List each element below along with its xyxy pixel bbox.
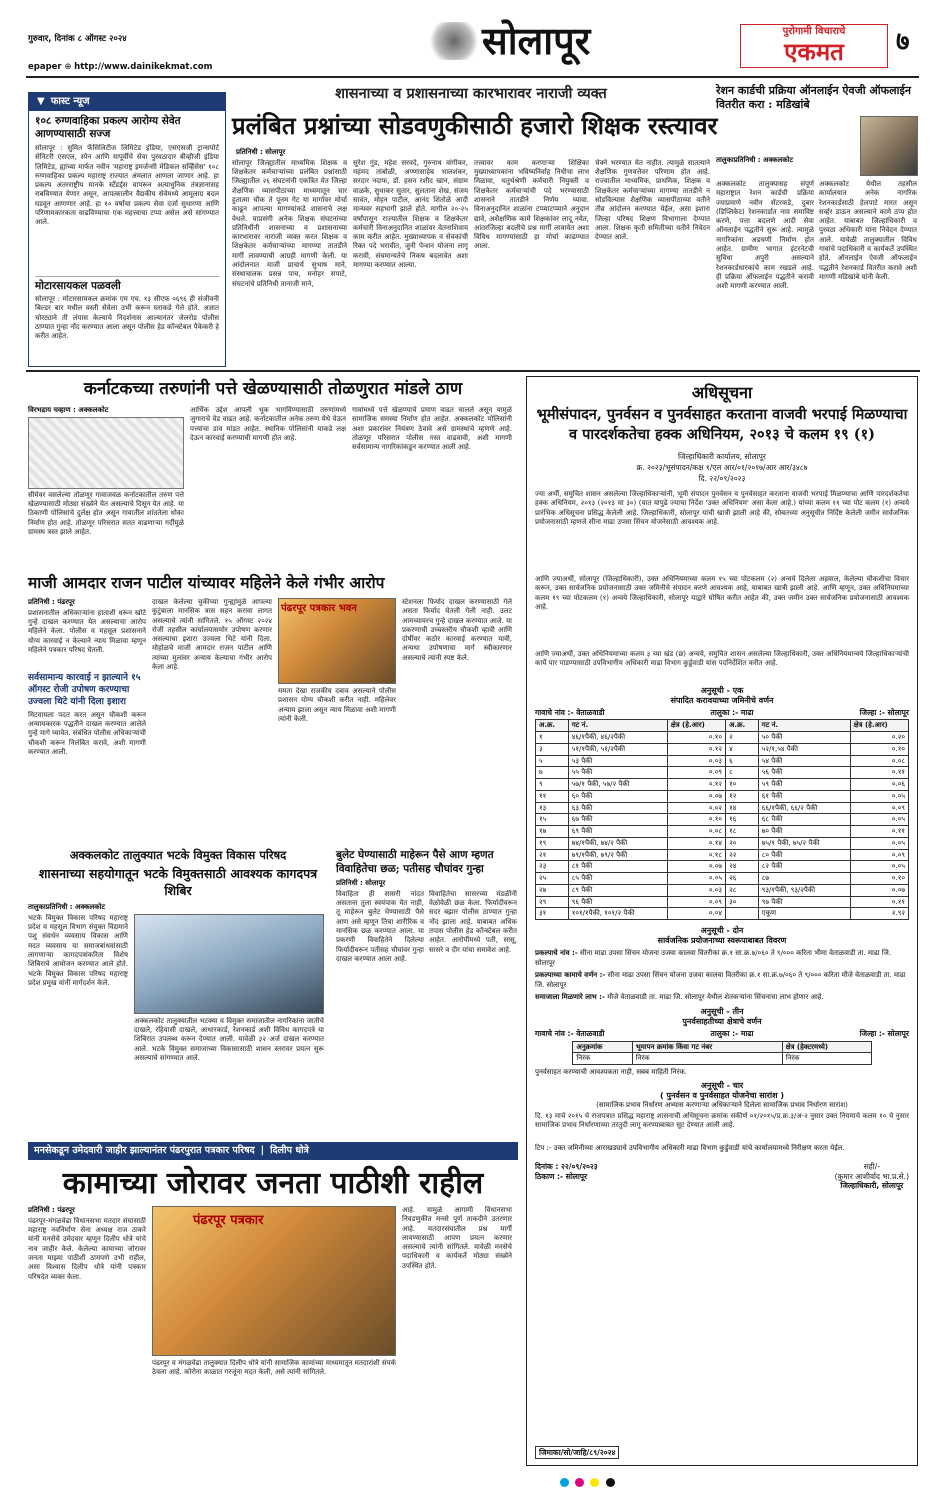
land-table: [535, 719, 909, 920]
notice-body-1: ज्या अर्थी, समुचित शासन असलेल्या जिल्हाधिकाऱ्यांनी, भूमी संपादन पुनर्वसन व पुनर्वसाहत करताना वाजवी भरपाई मिळण्याचा आणि पारदर्शकतेचा हक्क अधिनियम, २०१३ (२०१३ चा ३०) (यात यापुढे ज्याचा निर्देश 'उक्त अधिनियम' असा केला आहे.) यांच्या कलम ११ च्या पोट कलम (१) अन्वये प्रारंभिक अधिसूचना प्रसिद्ध केलेली आहे. जिल्हाधिकारी, सोलापूर यांची खात्री झाली आहे की, सोबतच्या अनुसूचीत निर्दिष्ट केलेली जमीन सार्वजनिक प्रयोजनासाठी म्हणजे सीना माढा उपसा सिंचन योजनेसाठी आवश्यक आहे.: [535, 490, 909, 526]
yellow-dot-icon: [590, 1478, 599, 1487]
table-row: [536, 755, 909, 767]
patil-press-photo: [278, 598, 396, 684]
table-cell: ०.०८: [667, 826, 725, 838]
pandharpur-story: [28, 1164, 518, 1464]
schedule1-subtitle: संपादित करावयाच्या जमिनीचे वर्णन: [670, 696, 774, 705]
table-cell: ५: [536, 755, 569, 767]
pandharpur-press-photo: [152, 1206, 396, 1356]
fast-news-item2-body: सोलापूर : मोटारसायकल क्रमांक एम एच. १३ सीएफ ०६९६ ही संजीवनी बिल्डर बार मधील वस्ती सेवेला उभी करून घराकडे गेले होते. अज्ञात चोरट्याने ती लंपास केल्याचे निदर्शनास आल्यानंतर जेलरोड पोलीस ठाण्यात गुन्हा नोंद करण्यात आला असून पोलीस हेड कॉन्स्टेबल पैकेकरी हे करीत आहेत.: [35, 295, 219, 341]
table-cell: २७: [536, 884, 569, 896]
table-cell: १५: [536, 814, 569, 826]
schedule4-body: दि. १३ मार्च २०१५ चे राजपत्रात प्रसिद्ध महाराष्ट्र शासनाची अधिसूचना क्रमांक संकीर्ण ०१/२०१५/प्र.क्र.३/अ-२ नुसार उक्त नियमाचे कलम १० चे नुसार सामाजिक प्रभाव निर्धारणाच्या तरतुदी लागू करण्याबाबत सूट देण्यात आली आहे.: [535, 1111, 909, 1129]
black-dot-icon: [606, 1478, 615, 1487]
benefit-row: [535, 992, 909, 1002]
table-row: [536, 896, 909, 908]
district-label: जिल्हा :- सोलापूर: [859, 708, 909, 717]
patil-col-1b: मिटवायला पदत करत असून चौकशी करून अन्यायकारक पद्धतीने दाखल करण्यात आलेले गुन्हे मागे घ्यावेत. संबंधित पोलीस अधिकाऱ्यांची चौकशी करून निलंबित करावे, अशी मागणी करण्यात आली.: [28, 710, 146, 756]
table-cell: ८९ पैकी: [568, 884, 667, 896]
notice-title: अधिसूचना: [691, 383, 753, 402]
table-cell: ०.११: [850, 826, 908, 838]
taluka-label-2: तालुका :- माढा: [710, 1029, 754, 1039]
table-cell: ८५ पैकी: [568, 873, 667, 885]
akkalkot-story: [28, 848, 328, 1138]
chevron-icon: ▼: [37, 95, 45, 107]
table-cell: ६३ पैकी: [568, 802, 667, 814]
header-rule: [26, 76, 919, 78]
registration-marks: [560, 1478, 619, 1490]
table-cell: ०.१४: [667, 837, 725, 849]
city-emblem-icon: [428, 22, 480, 60]
purpose-row: [535, 948, 909, 968]
table-row: [536, 837, 909, 849]
table-cell: ०.०३: [667, 755, 725, 767]
table-cell: ०.०५: [850, 814, 908, 826]
schedule1-title: अनुसूची - एक: [700, 686, 744, 695]
masthead: [0, 0, 945, 78]
resettlement-table: [572, 1041, 871, 1066]
land-table-header: गट नं.: [758, 720, 850, 732]
work-label: प्रकल्पाच्या कामाचे वर्णन :-: [535, 971, 606, 980]
table-cell: ०.२०: [850, 732, 908, 744]
table-row: [536, 908, 909, 920]
table-cell: ०.०५: [667, 873, 725, 885]
karnataka-story: [28, 376, 518, 566]
epaper-label: epaper: [28, 62, 62, 72]
resettlement-table-header: भूमापन क्रमांक किंवा गट नंबर: [632, 1041, 782, 1053]
pandharpur-byline: प्रतिनिधी : पंढरपूर: [28, 1206, 75, 1214]
karnataka-byline: विरभद्राय चव्हाण : अक्कलकोट: [28, 406, 109, 414]
pandharpur-col-2: पंढरपूर व मंगळवेढा तालुक्यात दिलीप धोत्रे यांनी सामाजिक कामांच्या माध्यमातून मतदारांशी संपर्क ठेवला आहे. कोरोना काळात गरजूंना मदत केली, असे त्यांनी सांगितले.: [152, 1359, 396, 1377]
table-cell: ०.११: [850, 896, 908, 908]
table-cell: ६: [726, 755, 759, 767]
lead-kicker: शासनाच्या व प्रशासनाच्या कारभारावर नाराजी व्यक्त: [335, 85, 607, 102]
table-cell: ०.०७: [667, 861, 725, 873]
work-value: सीना माढा उपसा सिंचन योजना उजवा कालवा वितरीका क्र.१ सा.क्र.७/०६० ते ९/००० करिता मौजे वेताळवाडी ता. माढा जि. सोलापूर: [535, 971, 906, 990]
land-table-header: अ.क्र.: [726, 720, 759, 732]
table-cell: ०.१०: [850, 873, 908, 885]
table-cell: ०.१२: [667, 779, 725, 791]
patil-subhead: सर्वसामान्य कारवाई न झाल्याने १५ ऑगस्ट रोजी उपोषण करण्याचा उज्वला थिटे यांनी दिला इशारा: [28, 672, 141, 707]
pandharpur-col-1: पंढरपूर-मंगळवेढा विधानसभा मतदार संघासाठी महाराष्ट्र नवनिर्माण सेना अध्यक्ष राज ठाकरे यांनी मनसेचे उमेदवार म्हणून दिलीप धोत्रे यांचे नाव जाहीर केले. केलेल्या कामाच्या जोरावर जनता माझ्या पाठीशी ठामपणे उभी राहील, असा विश्वास दिलीप धोत्रे यांनी पत्रकार परिषदेत व्यक्त केला.: [28, 1216, 146, 1281]
table-cell: ४: [726, 743, 759, 755]
epaper-line[interactable]: [28, 62, 212, 73]
table-cell: ६९ पैकी: [568, 826, 667, 838]
date-line: गुरुवार, दिनांक ८ ऑगस्ट २०२४: [28, 34, 127, 44]
benefit-label: समाजाला मिळणारे लाभ :-: [535, 993, 605, 1002]
akkalkot-col-2: अक्कलकोट तालुक्यातील भटक्या व विमुक्त समाजातील नागरिकांना जातीचे दाखले, रहिवासी दाखले, आधारकार्ड, रेशनकार्ड अशी विविध कागदपत्रे या शिबिरात उपलब्ध करून देण्यात आली. यावेळी ३२ अर्ज दाखल करण्यात आले. भटके विमुक्त समाजाच्या विकासासाठी शासन स्तरावर प्रयत्न सुरू असल्याचे सांगण्यात आले.: [134, 1016, 324, 1062]
schedule3-title: अनुसूची - तीन: [700, 1007, 744, 1017]
table-cell: ०.१२: [667, 743, 725, 755]
lead-col-3: तत्त्वावर काम करणाऱ्या शिक्षिका मुख्याध्यापकांना भविष्यनिर्वाह निधीचा लाभ मिळावा, चतुर्थश्रेणी कर्मचारी नियुक्ती व शिक्षकेतर कर्मचाऱ्यांची पदे भरण्यासाठी शासनाने तातडीने निर्णय घ्यावा. विनाअनुदानित शाळांना टप्प्याटप्प्याने अनुदान द्यावे, अशैक्षणिक कामे शिक्षकांवर लादू नयेत, आंतरजिल्हा बदलीचे प्रश्न मार्गी लावावेत अशा विविध मागण्यांसाठी हा मोर्चा काढण्यात आला.: [474, 158, 589, 251]
purpose-label: प्रकल्पाचे नांव :-: [535, 949, 578, 958]
table-cell: निरंक: [632, 1053, 782, 1065]
notice-office: जिल्हाधिकारी कार्यालय, सोलापूर: [678, 452, 766, 461]
notice-ref: क्र. २०२३/भूसंपादन/कक्ष १/एल आर/०१/२०१७/आर आर/३४८७: [636, 463, 808, 472]
table-cell: ११: [536, 790, 569, 802]
schedule4-subtitle: ( पुनर्वसन व पुनर्वसाहत योजनेचा सारांश ): [660, 1090, 784, 1100]
table-row: [536, 814, 909, 826]
table-cell: ०.०९: [850, 802, 908, 814]
notice-place-line: ठिकाण :- सोलापूर: [535, 1171, 588, 1181]
table-cell: ०.०५: [850, 861, 908, 873]
karnataka-headline: कर्नाटकच्या तरुणांनी पत्ते खेळण्यासाठी तोळणुरात मांडले ठाण: [83, 379, 463, 399]
table-cell: ९३/१पैकी, ९३/२पैकी: [758, 884, 850, 896]
table-row: [536, 779, 909, 791]
table-cell: ७० पैकी: [758, 826, 850, 838]
patil-headline: माजी आमदार राजन पाटील यांच्यावर महिलेने केले गंभीर आरोप: [28, 573, 385, 592]
table-cell: १४: [726, 802, 759, 814]
table-cell: ०.०९: [667, 767, 725, 779]
table-cell: २५: [536, 873, 569, 885]
magenta-dot-icon: [575, 1478, 584, 1487]
notice-note: टिप :- उक्त जमिनीच्या आराखड्याचे उपविभागीय अधिकारी माढा विभाग कुर्डुवाडी यांचे कार्यालयामध्ये निरीक्षण करता येईल.: [535, 1143, 845, 1152]
land-table-header: गट नं.: [568, 720, 667, 732]
patil-col-2: दाखल केलेल्या चुकीच्या गुन्ह्यांमुळे आपल्या कुटुंबाला मानसिक त्रास सहन करावा लागत असल्याचे त्यांनी सांगितले. १५ ऑगस्ट २०२४ रोजी तहसील कार्यालयासमोर उपोषण करणार असल्याचा इशारा उज्वला थिटे यांनी दिला. मोहोळचे माजी आमदार राजन पाटील आणि त्यांच्या मुलांवर अन्याय केल्याचा गंभीर आरोप केला आहे.: [152, 598, 272, 672]
table-cell: ४६/१पैकी, ४६/२पैकी: [568, 732, 667, 744]
lead-byline: प्रतिनिधी : सोलापूर: [236, 148, 286, 156]
table-cell: ०.०७: [667, 790, 725, 802]
akkalkot-headline: शासनाच्या सहयोगातून भटके विमुक्तसाठी आवश्यक कागदपत्र शिबिर: [38, 866, 318, 898]
table-cell: ६७ पैकी: [568, 814, 667, 826]
table-cell: ५३ पैकी: [568, 755, 667, 767]
table-cell: ०.१०: [667, 814, 725, 826]
table-row: [536, 743, 909, 755]
table-cell: १०१/१पैकी, १०१/२ पैकी: [568, 908, 667, 920]
table-cell: ६६/१पैकी, ६६/२ पैकी: [758, 802, 850, 814]
brand-box: [740, 24, 888, 68]
table-cell: ३: [536, 743, 569, 755]
lead-col-1: सोलापूर जिल्ह्यातील माध्यमिक शिक्षक व शिक्षकेतर कर्मचाऱ्यांच्या प्रलंबित प्रश्नांसाठी जिल्ह्यातील २६ संघटनांनी एकत्रित येत जिल्हा शैक्षणिक व्यासपीठाच्या माध्यमातून चार हुतात्मा चौक ते पूनम गेट या मार्गावर मोर्चा काढून आपल्या मागण्यांकडे शासनाचे लक्ष वेधले. याप्रसंगी अनेक शिक्षक संघटनांच्या प्रतिनिधींनी शासनाच्या व प्रशासनाच्या कारभारावर नाराजी व्यक्त करत शिक्षक व शिक्षकेतर कर्मचाऱ्यांच्या मागण्या तातडीने मार्गी लावण्याची आग्रही मागणी केली. या आंदोलनात माजी प्राचार्य सुभाष माने, संस्थाचालक प्रसन्न पाच, मनोहर सपाटे, संघटनांचे प्रतिनिधी तानाजी माने,: [232, 158, 347, 288]
lead-headline: प्रलंबित प्रश्नांच्या सोडवणुकीसाठी हजारो शिक्षक रस्त्यावर: [232, 111, 718, 140]
fast-news-item1-body: सोलापूर : सुमित फॅसिलिटीज लिमिटेड इंडिया, एसएसजी ट्रान्सपोर्ट सेनिटरी एसएल, स्पेन आणि यापूर्वीचे सेवा पुरवठादार बीव्हीजी इंडिया लिमिटेड, ह्यांच्या मार्फत नवीन 'महाराष्ट्र इमर्जन्सी मेडिकल सर्व्हिसेस' १०८ रुग्णवाहिका प्रकल्प महाराष्ट्र राज्यात अंमलात आणला जाणार आहे. हा प्रकल्प अंतरराष्ट्रीय मानके स्टँडर्ड्स वापरून अत्याधुनिक तंत्रज्ञानासह राबविण्यात येणार असून, आपत्कालीन वैद्यकीय सेवेमध्ये आमूलाग्र बदल घडवून आणणार आहे. हा १० वर्षांचा प्रकल्प सेवा दर्जा सुधारणा आणि परिणामकारकता वाढविण्याचा एक महत्त्वाचा टप्पा असेल असे सांगण्यात आले.: [35, 144, 219, 227]
resettlement-table-header: अनुक्रमांक: [573, 1041, 632, 1053]
table-cell: ०.०६: [850, 779, 908, 791]
table-row: [536, 732, 909, 744]
schedule2-subtitle: सार्वजनिक प्रयोजनाच्या स्वरूपाबाबत विवरण: [657, 936, 787, 946]
patil-photo-banner: पंढरपूर पत्रकार भवन: [281, 603, 357, 614]
ration-col-2: अक्कलकोट येथील तहसील कार्यालयात अनेक नागरिक रेशनकार्डसाठी हेलपाटे मारत असून सर्व्हर डाऊन असल्याने कामे ठप्प होत आहेत. याबाबत जिल्हाधिकारी व पुरवठा अधिकारी यांना निवेदन देण्यात आले. यावेळी तालुक्यातील विविध गावांचे पदाधिकारी व कार्यकर्ते उपस्थित होते. ऑनलाईन ऐवजी ऑफलाईन पद्धतीने रेशनकार्ड वितरीत करावे अशी मागणी मडिखांबे यांनी केली.: [819, 180, 917, 281]
table-cell: ८: [726, 767, 759, 779]
table-row: [536, 861, 909, 873]
ration-byline: तालुकाप्रतिनिधी : अक्कलकोट: [716, 156, 794, 164]
bullet-headline: बुलेट घेण्यासाठी माहेरून पैसे आण म्हणत विवाहितेचा छळ; पतीसह चौघांवर गुन्हा: [336, 849, 494, 875]
table-cell: ८२ पैकी: [758, 861, 850, 873]
karnataka-col-1: सीमेवर वसलेल्या तोळणूर गावाजवळ कर्नाटकातील तरुण पत्ते खेळण्यासाठी मोठ्या संख्येने येत असल्याचे दिसून येत आहे. या ठिकाणी पोलिसांचे दुर्लक्ष होत असून गावातील शांततेला धोका निर्माण होत आहे. तोळणूर परिसरात सतत वाढणाऱ्या गर्दीमुळे ग्रामस्थ त्रस्त झाले आहेत.: [28, 490, 184, 536]
epaper-url[interactable]: http://www.dainikekmat.com: [74, 62, 213, 72]
table-cell: ८१ पैकी: [568, 861, 667, 873]
schedule4-sub2: (सामाजिक प्रभाव निर्धारण अभ्यास करणाऱ्या अधिकाऱ्याने दिलेला सामाजिक प्रभाव निर्धारण सारांश): [596, 1100, 848, 1109]
patil-col-4: स्टेशनला फिर्याद दाखल करण्यासाठी गेले असता फिर्याद घेतली गेली नाही. उलट आमच्यावरच गुन्हे दाखल करण्यात आले. या प्रकरणाची उच्चस्तरीय चौकशी व्हावी आणि दोषींवर कठोर कारवाई करण्यात यावी, अन्यथा उपोषणाचा मार्ग स्वीकारणार असल्याचे त्यांनी स्पष्ट केले.: [402, 598, 512, 662]
table-cell: निरंक: [782, 1053, 871, 1065]
ration-headline: रेशन कार्डची प्रक्रिया ऑनलाईन ऐवजी ऑफलाईन वितरीत करा : मडिखांबे: [716, 84, 911, 111]
bullet-story: [336, 848, 518, 1138]
land-table-header: अ.क्र.: [536, 720, 569, 732]
table-cell: ९: [536, 779, 569, 791]
pandharpur-col-3: आहे. यामुळे आगामी विधानसभा निवडणुकीत मनसे पूर्ण ताकदीने उतरणार आहे. मतदारसंघातील प्रश्न मार्गी लावण्यासाठी आपण प्रयत्न करणार असल्याचे त्यांनी सांगितले. यावेळी मनसेचे पदाधिकारी व कार्यकर्ते मोठ्या संख्येने उपस्थित होते.: [402, 1206, 512, 1270]
table-cell: २६: [726, 873, 759, 885]
table-row: [536, 849, 909, 861]
table-cell: २१: [536, 849, 569, 861]
table-row: [536, 873, 909, 885]
pandharpur-ribbon-text: मनसेकडून उमेदवारी जाहीर झाल्यानंतर पंढरपुरात पत्रकार परिषद: [34, 1145, 255, 1157]
ration-story: [716, 84, 918, 367]
work-row: [535, 970, 909, 990]
purpose-value: सीना माढा उपसा सिंचन योजना उजवा कालवा वितरीका क्र.१ सा.क्र.७/०६० ते ९/००० करिता भीमा वेताळवाडी ता. माढा जि. सोलापूर: [535, 949, 892, 968]
table-cell: १३: [536, 802, 569, 814]
fast-news-heading: फास्ट न्यूज: [50, 95, 90, 107]
table-cell: ०.०५: [850, 790, 908, 802]
table-cell: ६८ पैकी: [758, 814, 850, 826]
ration-col-1: अक्कलकोट तालुक्यासह संपूर्ण महाराष्ट्रात रेशन कार्डची प्रक्रिया ज्याप्रमाणे नवीन सेंटरकडे, दुबार (डिप्लिकेट) रेशनकार्डात नाव समाविष्ट करणे, पत्ता बदलणे आदी सेवा ऑनलाईन पद्धतीने सुरू आहे. त्यामुळे नागरिकांना अडचणी निर्माण होत आहेत. ग्रामीण भागात इंटरनेटची सुविधा अपुरी असल्याने रेशनकार्डधारकांचे काम रखडले आहे. ही प्रक्रिया ऑफलाईन पद्धतीने करावी अशी मागणी करण्यात आली.: [716, 180, 814, 291]
karnataka-col-3: गावांमध्ये पत्ते खेळण्याचे प्रमाण वाढत चालले असून यामुळे सामाजिक समस्या निर्माण होत आहेत. अक्कलकोट पोलिसांनी अशा प्रकारांवर नियंत्रण ठेवावे असे ग्रामस्थांचे म्हणणे आहे. तोळणूर परिसरात पोलीस गस्त वाढवावी, अशी मागणी सर्वसामान्य नागरिकांकडून करण्यात आली आहे.: [352, 406, 512, 452]
table-row: [573, 1053, 871, 1065]
table-cell: १२: [726, 790, 759, 802]
schedule2-title: अनुसूची - दोन: [700, 926, 744, 936]
table-cell: ०.०२: [667, 802, 725, 814]
table-cell: २२: [726, 849, 759, 861]
schedule4-title: अनुसूची - चार: [700, 1080, 744, 1090]
table-row: [536, 826, 909, 838]
notice-headline: भूमीसंपादन, पुनर्वसन व पुनर्वसाहत करताना वाजवी भरपाई मिळण्याचा व पारदर्शकतेचा हक्क अधिनियम, २०१३ चे कलम १९ (१): [536, 406, 908, 443]
akkalkot-kicker: अक्कलकोट तालुक्यात भटके विमुक्त विकास परिषद: [69, 848, 287, 862]
table-cell: १७: [536, 826, 569, 838]
patil-byline: प्रतिनिधी : पंढरपूर: [28, 598, 75, 606]
table-cell: ०.०५: [850, 837, 908, 849]
village-label-2: गावाचे नांव :- वेताळवाडी: [535, 1029, 605, 1039]
fast-news-item1-title: १०८ रुग्णवाहिका प्रकल्प आरोग्य सेवेत आणण्यासाठी सज्ज: [35, 115, 181, 140]
fast-news-box: [28, 92, 226, 367]
akkalkot-byline: तालुकाप्रतिनिधी : अक्कलकोट: [28, 903, 106, 911]
table-cell: ०.११: [850, 767, 908, 779]
lead-col-4: चेक्ने भरण्यात येत नाहीत. त्यामुळे सातत्याने शैक्षणिक गुणवत्तेवर परिणाम होत आहे. राज्यातील माध्यमिक, प्राथमिक, शिक्षक व शिक्षकेतर कर्मचाऱ्यांच्या मागण्या तातडीने न सोडविल्यास शैक्षणिक व्यासपीठाच्या वतीने तीव्र आंदोलन करण्यात येईल, असा इशारा जिल्हा परिषद शिक्षण विभागाला देण्यात आला. शिक्षक कृती समितीच्या वतीने निवेदन देण्यात आले.: [595, 158, 710, 242]
lead-story: [232, 84, 718, 367]
pandharpur-ribbon: [28, 1142, 518, 1160]
table-cell: १६: [726, 814, 759, 826]
pandharpur-photo-banner: पंढरपूर पत्रकार: [193, 1213, 264, 1228]
district-label-2: जिल्हा :- सोलापूर: [859, 1029, 909, 1039]
table-cell: ०.०४: [667, 908, 725, 920]
pandharpur-headline: कामाच्या जोरावर जनता पाठीशी राहील: [62, 1166, 484, 1201]
table-cell: ५७/१ पैकी, ५७/२ पैकी: [568, 779, 667, 791]
table-cell: ०.०९: [667, 896, 725, 908]
table-cell: ९६ पैकी: [568, 896, 667, 908]
fast-news-header: [29, 93, 225, 111]
ribbon-separator: |: [260, 1145, 265, 1157]
table-cell: ३०: [726, 896, 759, 908]
table-cell: [726, 908, 759, 920]
notice-box: [526, 376, 918, 1466]
person-photo: [860, 116, 918, 176]
ad-code: जिमाका/सो/जाहि/८९/२०२४: [535, 1446, 619, 1459]
bullet-byline: प्रतिनिधी : सोलापूर: [336, 879, 386, 887]
table-cell: ७९/१पैकी, ७९/२ पैकी: [568, 849, 667, 861]
land-table-header: क्षेत्र (हे.आर): [667, 720, 725, 732]
table-cell: २९: [536, 896, 569, 908]
land-table-header: क्षेत्र (हे.आर): [850, 720, 908, 732]
table-cell: १९: [536, 837, 569, 849]
table-cell: ६० पैकी: [568, 790, 667, 802]
schedule3-subtitle: पुनर्वसाहतीच्या क्षेत्राचे वर्णन: [682, 1017, 762, 1027]
notice-date-line: दिनांक : २२/०९/२०२३: [535, 1162, 598, 1172]
cyan-dot-icon: [560, 1478, 569, 1487]
table-cell: १: [536, 732, 569, 744]
fast-news-item2-title: मोटारसायकल पळवली: [35, 276, 219, 293]
table-cell: ९७ पैकी: [758, 896, 850, 908]
table-cell: २३: [536, 861, 569, 873]
table-cell: ०.१०: [850, 743, 908, 755]
page-number: ७: [896, 27, 910, 57]
table-cell: ०.१०: [667, 732, 725, 744]
table-cell: ५६ पैकी: [758, 767, 850, 779]
table-cell: ८० पैकी: [758, 849, 850, 861]
village-label: गावाचे नांव :- वेताळवाडी: [535, 708, 605, 717]
city-title: सोलापूर: [482, 18, 591, 63]
table-cell: २०: [726, 837, 759, 849]
resettle-note: पुनर्वसाहत करण्याची आवश्यकता नाही, सबब माहिती निरंक.: [535, 1068, 687, 1076]
table-cell: ५४ पैकी: [758, 755, 850, 767]
signatory-name: (कुमार आशीर्वाद भा.प्र.से.): [834, 1171, 909, 1181]
table-cell: ०.०९: [850, 849, 908, 861]
table-cell: २८: [726, 884, 759, 896]
akkalkot-col-1: भटके विमुक्त विकास परिषद महाराष्ट्र प्रदेश व महसूल विभाग संयुक्त विद्यमाने पशु संवर्धन व्यवसाय विकास आणि मदत व्यवसाय या समाजबांधवांसाठी लागणाऱ्या कागदपत्रांकरिता विशेष शिबिराचे आयोजन करण्यात आले होते. भटके विमुक्त विकास परिषद महाराष्ट्र प्रदेश प्रमुख यांनी मार्गदर्शन केले.: [28, 913, 128, 987]
table-cell: २.९२: [850, 908, 908, 920]
table-cell: ५२/१,५४ पैकी: [758, 743, 850, 755]
table-cell: ०.०३: [667, 884, 725, 896]
bullet-col-2: विवाहितेचा सासरच्या मंडळींनी वेळोवेळी छळ केला. फिर्यादीवरून सदर बझार पोलीस ठाण्यात गुन्हा नोंद झाला आहे. याबाबत अधिक तपास पोलीस हेड कॉन्स्टेबल करीत आहेत. आरोपींमध्ये पती, सासू, सासरे व दीर यांचा समावेश आहे.: [429, 889, 517, 954]
table-cell: ७४/१पैकी, ७४/२ पैकी: [568, 837, 667, 849]
patil-story: [28, 572, 518, 842]
table-cell: ६१ पैकी: [758, 790, 850, 802]
signatory-title: जिल्हाधिकारी, सोलापूर: [840, 1181, 904, 1190]
table-cell: निरंक: [573, 1053, 632, 1065]
table-cell: १८: [726, 826, 759, 838]
akkalkot-camp-photo: [134, 914, 324, 1014]
notice-body-2: आणि ज्याअर्थी, सोलापूर (जिल्हाधिकारी), उक्त अधिनियमाच्या कलम १५ च्या पोटकलम (२) अन्वये दिलेला अहवाल, केलेल्या चौकशीचा विचार करून, उक्त सार्वजनिक प्रयोजनासाठी उक्त जमिनीचे संपादन करणे आवश्यक आहे, याबाबत खात्री झाली आहे. आणि म्हणून, उक्त अधिनियमाच्या कलम १९ च्या पोटकलम (१) अन्वये जिल्हाधिकारी, सोलापूर याद्वारे घोषित करीत आहेत की, उक्त जमीन उक्त सार्वजनिक प्रयोजनासाठी आवश्यक आहे.: [535, 575, 909, 611]
brand-name: एकमत: [784, 37, 844, 66]
table-cell: एकूण: [758, 908, 850, 920]
table-cell: ०.०७: [850, 884, 908, 896]
table-cell: ५९ पैकी: [758, 779, 850, 791]
table-cell: २: [726, 732, 759, 744]
table-cell: ८७: [758, 873, 850, 885]
table-cell: ५१/१पैकी, ५१/२पैकी: [568, 743, 667, 755]
table-cell: ७: [536, 767, 569, 779]
patil-col-3: ममता देखा राजकीय दबाव असल्याने पोलीस प्रशासन योग्य चौकशी करीत नाही. महिलेवर अन्याय झाला असून न्याय मिळावा अशी मागणी त्यांनी केली.: [278, 687, 396, 723]
pandharpur-ribbon-name: दिलीप धोत्रे: [270, 1145, 309, 1157]
globe-icon: ⊕: [64, 62, 75, 72]
brand-tagline: पुरोगामी विचाराचे: [782, 26, 846, 37]
table-row: [536, 767, 909, 779]
table-cell: ०.१८: [667, 849, 725, 861]
table-row: [536, 790, 909, 802]
benefit-value: मौजे वेताळवाडी ता. माढा जि. सोलापूर येथील शेतकऱ्यांना सिंचनाचा लाभ होणार आहे.: [607, 993, 824, 1002]
table-cell: ०.०८: [850, 755, 908, 767]
patil-col-1: प्रशासनातील अधिकाऱ्यांना हाताशी धरून खोटे गुन्हे दाखल करण्यात येत असल्याचा आरोप महिलेने केला. पोलीस व महसूल प्रशासनाने योग्य कारवाई न केल्याने न्याय मिळावा म्हणून महिलेने पत्रकार परिषद घेतली.: [28, 608, 146, 654]
table-row: [536, 802, 909, 814]
sign-label: सही/-: [863, 1162, 880, 1172]
section-rule: [26, 370, 920, 372]
notice-date: दि. २२/०९/२०२३: [698, 474, 746, 483]
cartoon-image: [28, 417, 184, 489]
table-cell: ३१: [536, 908, 569, 920]
karnataka-col-2: आर्थिक उद्देश आपली भूक भागविण्यासाठी तरुणांमध्ये जुगाराचे वेड वाढत आहे. कर्नाटकातील अनेक तरुण येथे येऊन पत्त्यांचा डाव मांडत आहेत. स्थानिक पोलिसांनी याकडे लक्ष देऊन कारवाई करण्याची मागणी होत आहे.: [190, 406, 346, 442]
bullet-col-1: विवाहिता ही सासरी नांदत असताना तुला स्वयंपाक येत नाही, तू माहेरून बुलेट घेण्यासाठी पैसे आण असे म्हणून तिचा शारीरिक व मानसिक छळ करण्यात आला. या प्रकरणी विवाहितेने दिलेल्या फिर्यादीवरून पतीसह चौघांवर गुन्हा दाखल करण्यात आला आहे.: [336, 889, 424, 963]
table-cell: ७५/१ पैकी, ७५/२ पैकी: [758, 837, 850, 849]
table-cell: ५० पैकी: [758, 732, 850, 744]
table-cell: १०: [726, 779, 759, 791]
table-cell: २४: [726, 861, 759, 873]
taluka-label: तालुका :- माढा: [710, 708, 754, 717]
table-row: [536, 884, 909, 896]
resettlement-table-header: क्षेत्र (हेक्टरमध्ये): [782, 1041, 871, 1053]
table-cell: ५५ पैकी: [568, 767, 667, 779]
notice-body-3: आणि ज्याअर्थी, उक्त अधिनियमाच्या कलम ३ च्या खंड (छ) अन्वये, समुचित शासन असलेल्या जिल्हाधिकारी, उक्त अधिनियमान्वये जिल्हाधिकाऱ्यांची कार्ये पार पाडण्यासाठी उपविभागीय अधिकारी माढा विभाग कुर्डुवाडी यांस पदनिर्देशित करीत आहे.: [535, 650, 909, 668]
lead-col-2: सुरेश गुंड, महेश सरवदे, गुरुनाथ वांगीकर, महंमद तांबोळी, अण्णासाहेब भालशंकर, सरदार नदाफ, डॉ. हसन रशीद खान, संग्राम वाळके, सुधाकर सुतार, सुलताना शेख, संजय सावंत, मोहन पाटील, आनंद शितोळे आदी मान्यवर सहभागी झाले होते. मागील २०-२५ वर्षांपासून राज्यातील शिक्षक व शिक्षकेतर कर्मचारी विनाअनुदानित शाळांवर वेतनाशिवाय काम करीत आहेत. मुख्याध्यापक व सेवकांची रिक्त पदे भरावीत, जुनी पेन्शन योजना लागू करावी, संचमान्यतेचे निकष बदलावेत अशा मागण्या करण्यात आल्या.: [353, 158, 468, 270]
